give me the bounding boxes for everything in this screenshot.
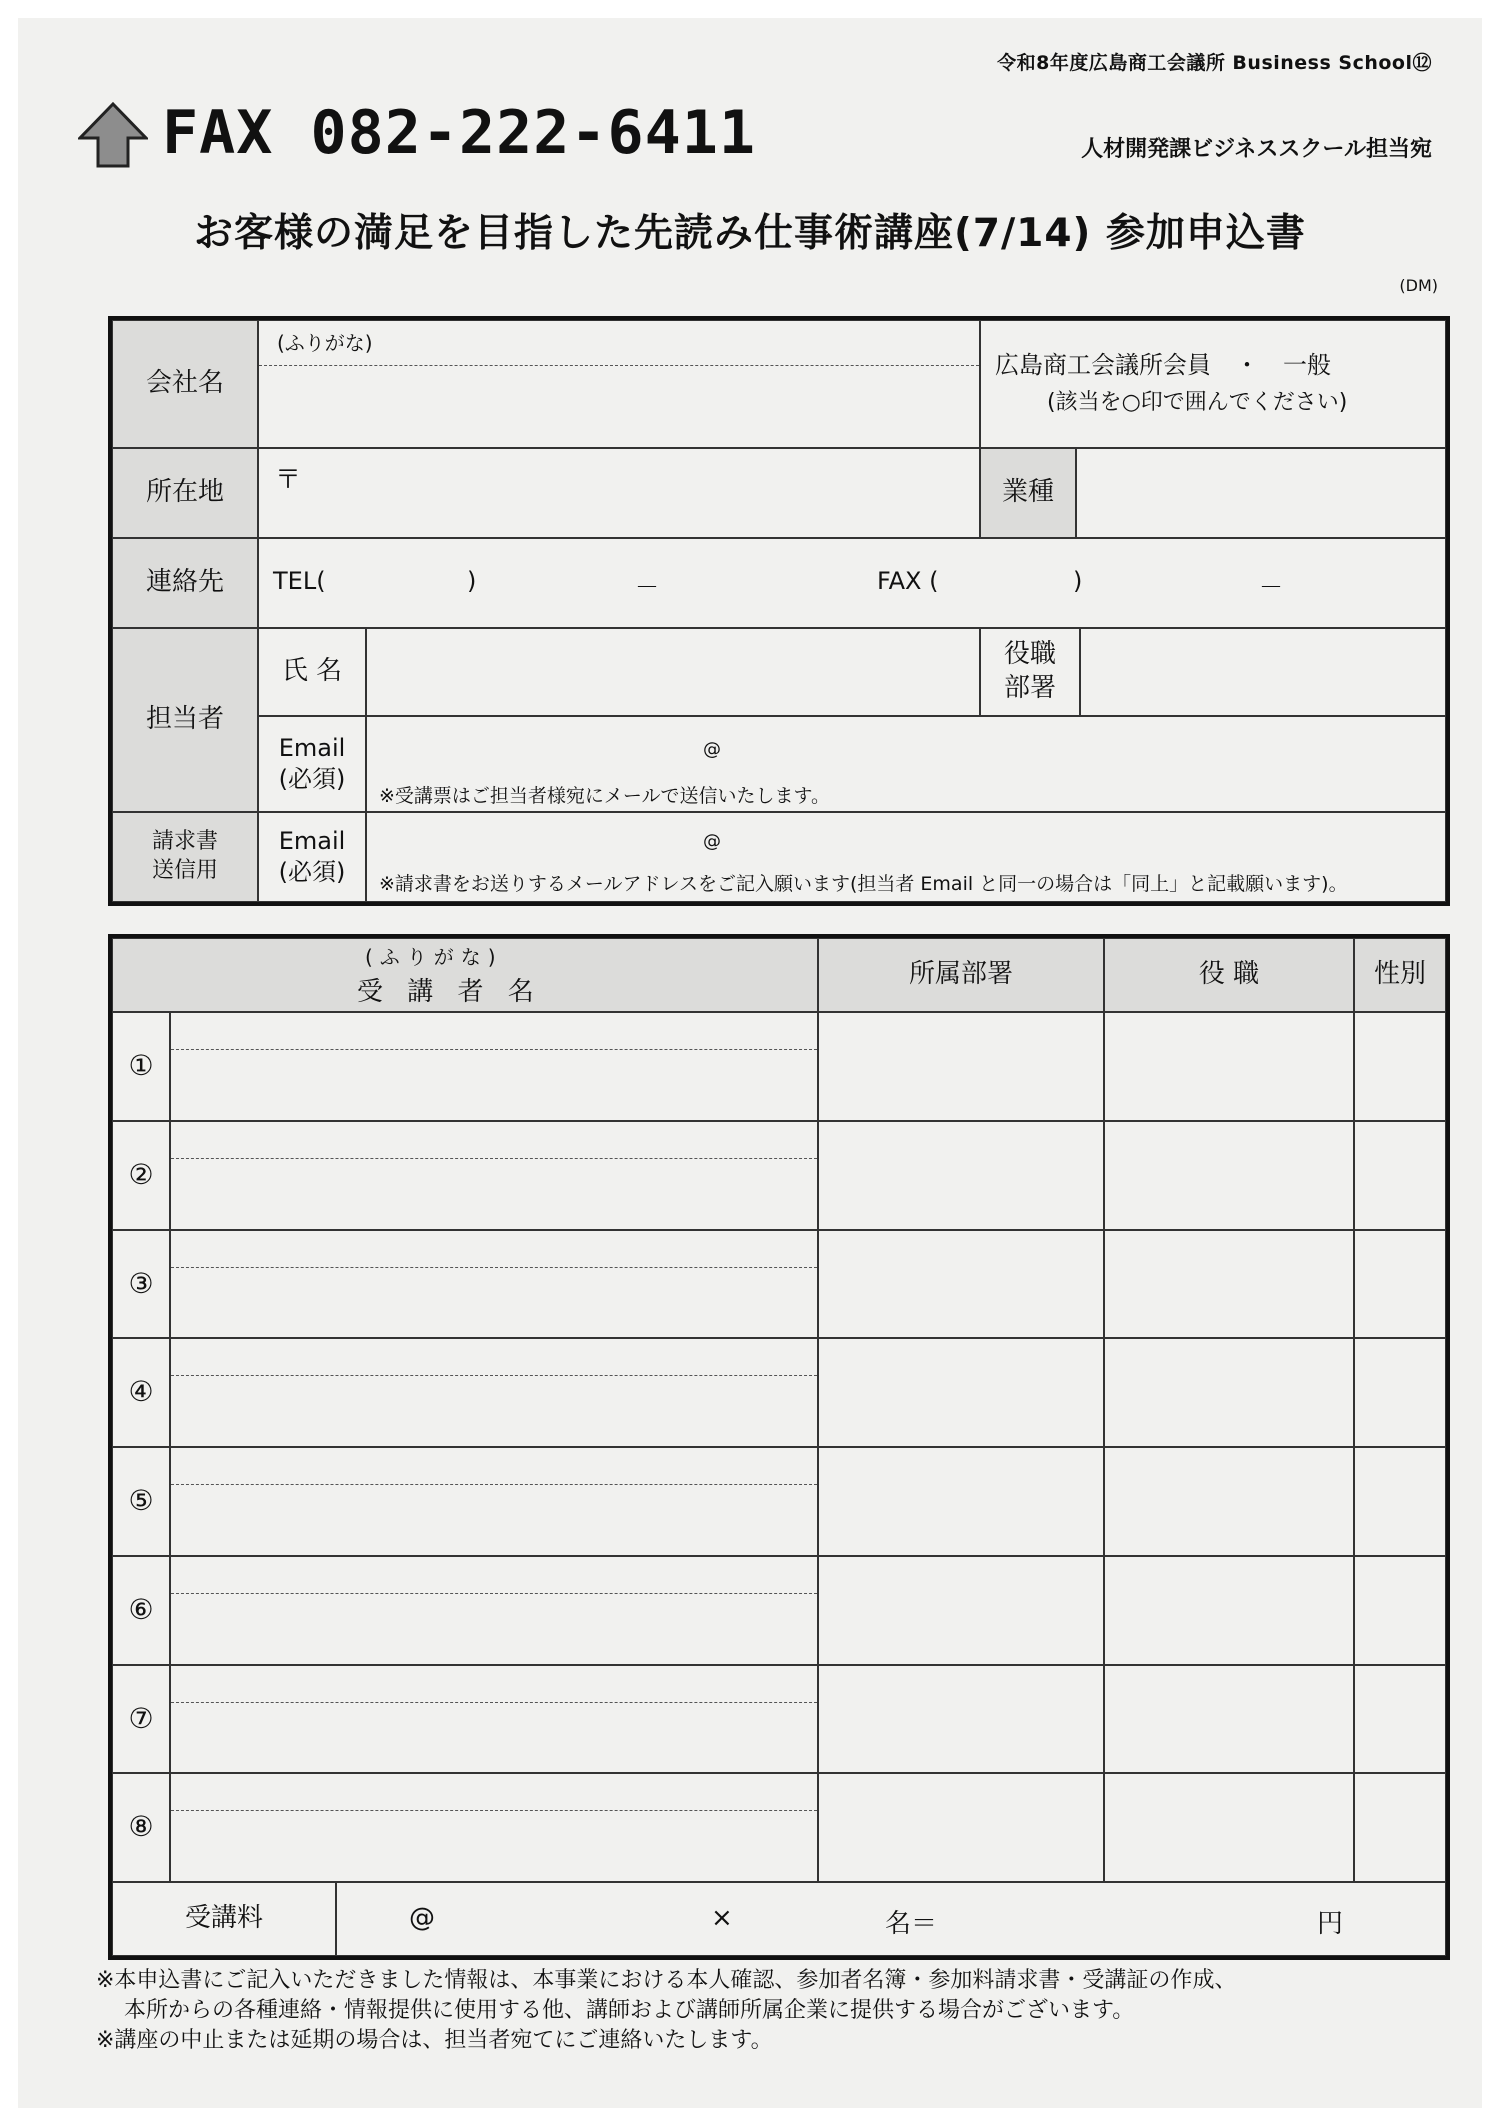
participant-name-field[interactable] [170, 1230, 818, 1339]
participant-dept-field[interactable] [818, 1447, 1104, 1556]
email-field[interactable] [366, 716, 1446, 812]
invoice-label-line1: 請求書 [151, 829, 218, 855]
participant-dept-field[interactable] [818, 1012, 1104, 1121]
participant-name-field[interactable] [170, 1338, 818, 1447]
participant-dept-field[interactable] [818, 1338, 1104, 1447]
person-name-field[interactable] [366, 628, 980, 716]
series-label: 令和8年度広島商工会議所 Business School⑫ [997, 52, 1432, 74]
position-field[interactable] [1080, 628, 1446, 716]
participant-name-field[interactable] [170, 1447, 818, 1556]
furigana-divider [259, 365, 979, 366]
participant-furigana-divider [171, 1049, 817, 1050]
participant-position-field[interactable] [1104, 1338, 1354, 1447]
participant-name-field[interactable] [170, 1012, 818, 1121]
participant-row-number: ④ [112, 1338, 170, 1447]
participant-gender-field[interactable] [1354, 1447, 1446, 1556]
participant-name-field[interactable] [170, 1121, 818, 1230]
participant-gender-field[interactable] [1354, 1121, 1446, 1230]
participant-gender-field[interactable] [1354, 1556, 1446, 1665]
tel-dash: － [635, 573, 659, 601]
company-info-table [108, 316, 1450, 906]
dm-mark: (DM) [1399, 276, 1438, 295]
participant-row-number: ⑥ [112, 1556, 170, 1665]
footnote-3: ※講座の中止または延期の場合は、担当者宛てにご連絡いたします。 [96, 2028, 773, 2053]
page-title: お客様の満足を目指した先読み仕事術講座(7/14) 参加申込書 [194, 211, 1306, 256]
fee-field[interactable] [336, 1882, 1446, 1956]
company-name-label: 会社名 [112, 320, 258, 448]
destination-label: 人材開発課ビジネススクール担当宛 [1081, 137, 1432, 162]
email-label [258, 716, 366, 812]
participant-furigana-divider [171, 1267, 817, 1268]
fee-times: × [711, 1903, 733, 1933]
participant-furigana-divider [171, 1375, 817, 1376]
invoice-email-required: (必須) [278, 858, 346, 886]
footnote-2: 本所からの各種連絡・情報提供に使用する他、講師および講師所属企業に提供する場合がございます。 [124, 1998, 1135, 2023]
furigana-label: (ふりがな) [277, 331, 373, 355]
up-arrow-icon [78, 102, 148, 168]
tel-close: ) [467, 567, 477, 595]
participant-furigana-divider [171, 1593, 817, 1594]
participants-table [108, 934, 1450, 1960]
participant-furigana-divider [171, 1484, 817, 1485]
invoice-email-at: @ [703, 831, 721, 852]
fax-number: FAX 082-222-6411 [162, 98, 756, 168]
fee-label: 受講料 [112, 1882, 336, 1956]
participant-gender-field[interactable] [1354, 1012, 1446, 1121]
membership-field[interactable] [980, 320, 1446, 448]
participant-dept-field[interactable] [818, 1230, 1104, 1339]
postal-mark: 〒 [275, 465, 302, 495]
contact-label: 連絡先 [112, 538, 258, 628]
participant-position-field[interactable] [1104, 1121, 1354, 1230]
participant-furigana-divider [171, 1158, 817, 1159]
participant-gender-field[interactable] [1354, 1338, 1446, 1447]
participant-position-field[interactable] [1104, 1447, 1354, 1556]
fee-at: @ [409, 1903, 435, 1933]
participant-gender-field[interactable] [1354, 1773, 1446, 1882]
email-at: @ [703, 739, 721, 760]
invoice-email-label-text: Email [278, 826, 346, 855]
participant-name-field[interactable] [170, 1665, 818, 1774]
fax-dash: － [1259, 573, 1283, 601]
fee-count: 名＝ [885, 1909, 938, 1939]
fax-close: ) [1073, 567, 1083, 595]
fax-label: FAX ( [877, 567, 939, 595]
participant-dept-field[interactable] [818, 1773, 1104, 1882]
gender-header: 性別 [1354, 938, 1446, 1012]
participant-gender-field[interactable] [1354, 1665, 1446, 1774]
participant-furigana-divider [171, 1810, 817, 1811]
position-label-line2: 部署 [1003, 673, 1056, 703]
address-label: 所在地 [112, 448, 258, 538]
participant-name-field[interactable] [170, 1556, 818, 1665]
participant-position-field[interactable] [1104, 1665, 1354, 1774]
participant-dept-field[interactable] [818, 1665, 1104, 1774]
participant-row-number: ② [112, 1121, 170, 1230]
person-name-label: 氏 名 [258, 628, 366, 716]
participant-position-field[interactable] [1104, 1230, 1354, 1339]
tel-label: TEL( [273, 567, 326, 595]
participant-gender-field[interactable] [1354, 1230, 1446, 1339]
person-label: 担当者 [112, 628, 258, 812]
footnote-1: ※本申込書にご記入いただきました情報は、本事業における本人確認、参加者名簿・参加料請求書・受講証の作成、 [96, 1968, 1237, 1993]
participant-dept-field[interactable] [818, 1556, 1104, 1665]
position-header: 役 職 [1104, 938, 1354, 1012]
participant-furigana: (ふりがな) [365, 945, 503, 969]
participant-name-title: 受 講 者 名 [357, 977, 542, 1007]
industry-label: 業種 [980, 448, 1076, 538]
membership-note: (該当を○印で囲んでください) [1047, 390, 1348, 415]
participant-position-field[interactable] [1104, 1556, 1354, 1665]
participant-name-field[interactable] [170, 1773, 818, 1882]
participant-position-field[interactable] [1104, 1773, 1354, 1882]
company-name-field[interactable] [258, 320, 980, 448]
participant-row-number: ① [112, 1012, 170, 1121]
industry-field[interactable] [1076, 448, 1446, 538]
invoice-email-label [258, 812, 366, 902]
fee-yen: 円 [1317, 1909, 1344, 1939]
email-label-text: Email [278, 733, 346, 762]
participant-position-field[interactable] [1104, 1012, 1354, 1121]
participant-furigana-divider [171, 1702, 817, 1703]
membership-options: 広島商工会議所会員 ・ 一般 [995, 351, 1331, 379]
participant-row-number: ⑤ [112, 1447, 170, 1556]
participant-name-header [112, 938, 818, 1012]
position-label [980, 628, 1080, 716]
invoice-label [112, 812, 258, 902]
participant-row-number: ③ [112, 1230, 170, 1339]
email-required: (必須) [278, 765, 346, 793]
invoice-email-field[interactable] [366, 812, 1446, 902]
invoice-note: ※請求書をお送りするメールアドレスをご記入願います(担当者 Email と同一の場合は「同上」と記載願います)。 [379, 873, 1348, 895]
dept-header: 所属部署 [818, 938, 1104, 1012]
address-field[interactable] [258, 448, 980, 538]
position-label-line1: 役職 [1003, 639, 1056, 670]
participant-row-number: ⑦ [112, 1665, 170, 1774]
participant-row-number: ⑧ [112, 1773, 170, 1882]
contact-field[interactable] [258, 538, 1446, 628]
invoice-label-line2: 送信用 [151, 858, 218, 883]
email-note: ※受講票はご担当者様宛にメールで送信いたします。 [379, 785, 831, 807]
participant-dept-field[interactable] [818, 1121, 1104, 1230]
